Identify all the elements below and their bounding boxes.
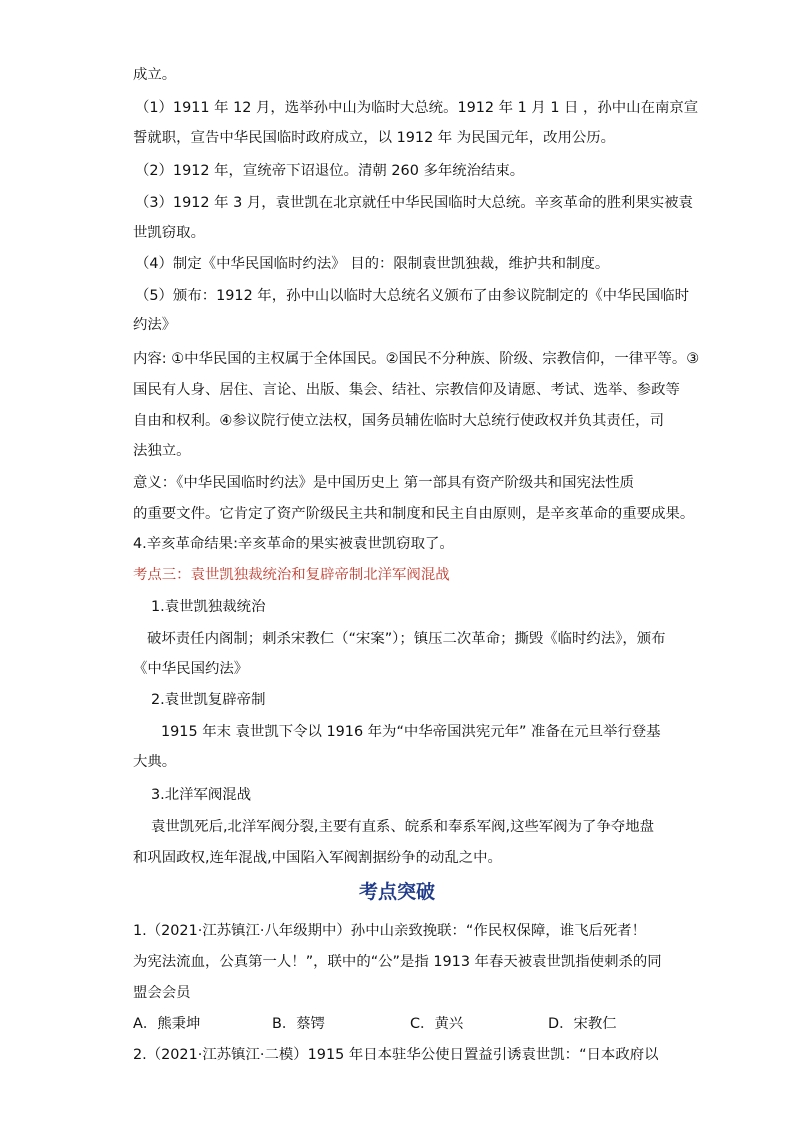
text-line: （1）1911 年 12 月，选举孙中山为临时大总统。1912 年 1 月 1 日 ，孙中山在南京宣 [135, 100, 699, 116]
option-d: D．宋教仁 [548, 1016, 617, 1032]
text-line: 破坏责任内阁制；刺杀宋教仁（“宋案”）；镇压二次革命；撕毁《临时约法》，颁布 [147, 631, 666, 647]
text-line: 意义：《中华民国临时约法》是中国历史上 第一部具有资产阶级共和国宪法性质 [133, 475, 635, 491]
text-line: 自由和权利。④参议院行使立法权，国务员辅佐临时大总统行使政权并负其责任，司 [133, 413, 664, 429]
text-line: 4.辛亥革命结果:辛亥革命的果实被袁世凯窃取了。 [133, 536, 454, 552]
text-line: 和巩固政权,连年混战,中国陷入军阀割据纷争的动乱之中。 [133, 850, 502, 866]
text-line: 内容: ①中华民国的主权属于全体国民。②国民不分种族、阶级、宗教信仰，一律平等。③ [133, 351, 700, 367]
text-line: 2.袁世凯复辟帝制 [151, 692, 266, 708]
text-line: 国民有人身、居住、言论、出版、集会、结社、宗教信仰及请愿、考试、选举、参政等 [133, 382, 680, 398]
text-line: （3）1912 年 3 月，袁世凯在北京就任中华民国临时大总统。辛亥革命的胜利果实被袁 [135, 195, 693, 211]
text-line: 1.袁世凯独裁统治 [151, 599, 266, 615]
question-line: 1.（2021·江苏镇江·八年级期中）孙中山亲致挽联：“作民权保障，谁飞后死者！ [133, 923, 647, 939]
option-a: A．熊秉坤 [133, 1016, 201, 1032]
text-line: 约法》 [133, 317, 177, 333]
text-line: （5）颁布：1912 年，孙中山以临时大总统名义颁布了由参议院制定的《中华民国临时 [135, 288, 690, 304]
text-line: 世凯窃取。 [133, 225, 205, 241]
question-line: 盟会会员 [133, 985, 191, 1001]
text-line: 誓就职，宣告中华民国临时政府成立，以 1912 年 为民国元年，改用公历。 [133, 130, 616, 146]
text-line: 袁世凯死后,北洋军阀分裂,主要有直系、皖系和奉系军阀,这些军阀为了争夺地盘 [151, 819, 655, 835]
text-line: 1915 年末 袁世凯下令以 1916 年为“中华帝国洪宪元年” 准备在元旦举行登基 [161, 724, 661, 740]
text-line: 3.北洋军阀混战 [151, 787, 252, 803]
subheading: 考点三：袁世凯独裁统治和复辟帝制北洋军阀混战 [133, 567, 450, 583]
text-line: 成立。 [133, 67, 177, 83]
text-line: （4）制定《中华民国临时约法》 目的：限制袁世凯独裁，维护共和制度。 [135, 256, 610, 272]
question-line: 为宪法流血，公真第一人！”，联中的“公”是指 1913 年春天被袁世凯指使刺杀的同 [133, 954, 662, 970]
text-line: 《中华民国约法》 [133, 661, 249, 677]
option-c: C．黄兴 [410, 1016, 464, 1032]
text-line: 大典。 [133, 754, 177, 770]
text-line: 法独立。 [133, 443, 191, 459]
text-line: （2）1912 年，宣统帝下诏退位。清朝 260 多年统治结束。 [135, 163, 525, 179]
section-title: 考点突破 [358, 881, 435, 903]
text-line: 的重要文件。它肯定了资产阶级民主共和制度和民主自由原则，是辛亥革命的重要成果。 [133, 506, 695, 522]
question-line: 2.（2021·江苏镇江·二模）1915 年日本驻华公使日置益引诱袁世凯：“日本政府以 [133, 1047, 659, 1063]
option-b: B．蔡锷 [272, 1016, 326, 1032]
